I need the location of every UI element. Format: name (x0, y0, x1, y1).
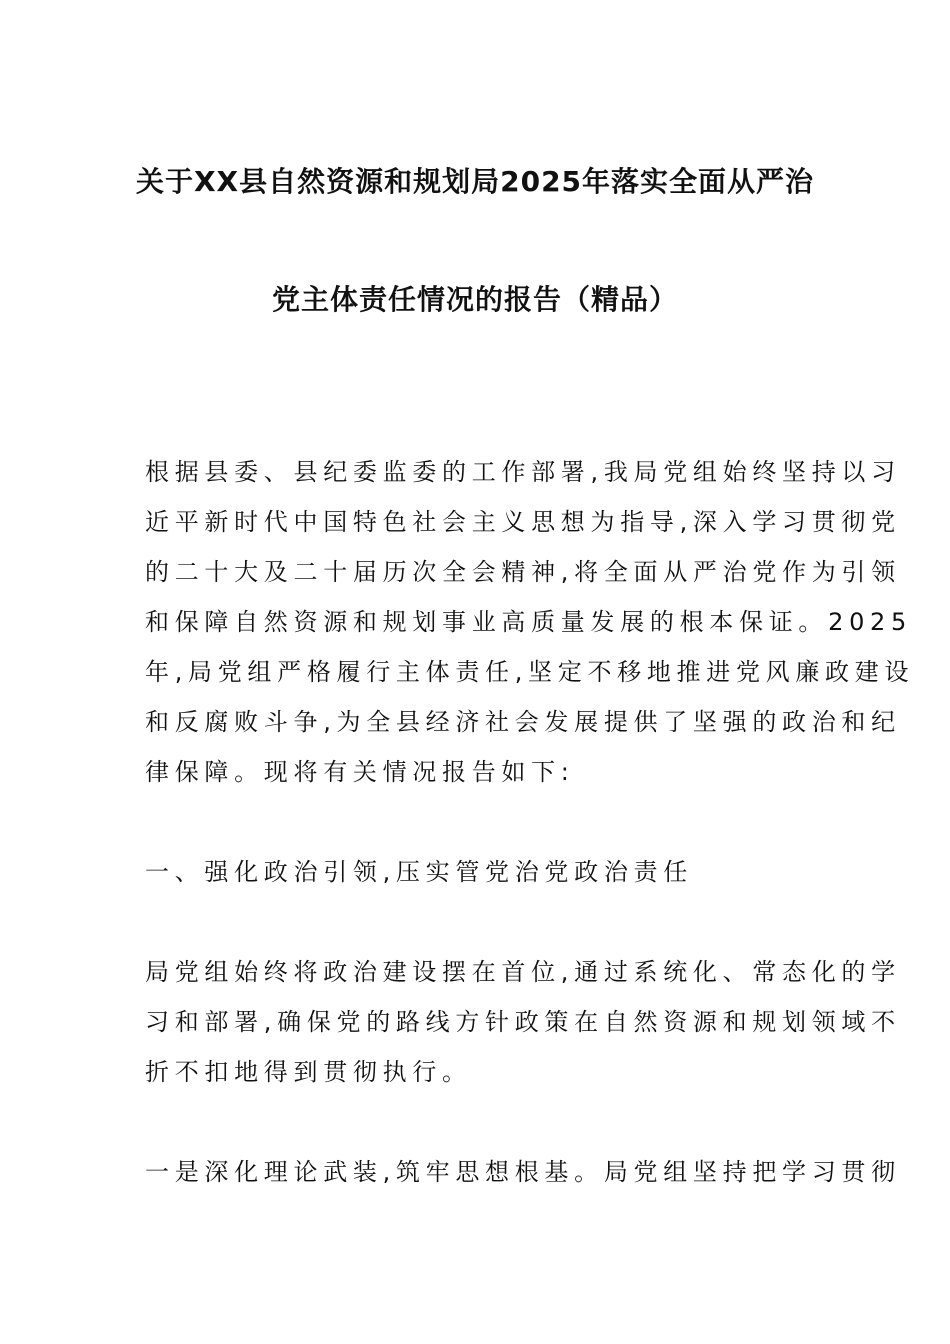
text-line: 局党组始终将政治建设摆在首位,通过系统化、常态化的学 (145, 958, 901, 986)
text-line: 根据县委、县纪委监委的工作部署,我局党组始终坚持以习 (145, 458, 901, 486)
section-heading: 一、强化政治引领,压实管党治党政治责任 (145, 858, 693, 886)
text-line: 近平新时代中国特色社会主义思想为指导,深入学习贯彻党 (145, 508, 901, 536)
point-paragraph: 一是深化理论武装,筑牢思想根基。局党组坚持把学习贯彻 (145, 1158, 901, 1186)
text-line: 习和部署,确保党的路线方针政策在自然资源和规划领域不 (145, 1008, 901, 1036)
document-title-line-1: 关于XX县自然资源和规划局2025年落实全面从严治 (135, 165, 815, 198)
text-line: 的二十大及二十届历次全会精神,将全面从严治党作为引领 (145, 558, 901, 586)
document-title-line-2: 党主体责任情况的报告（精品） (271, 283, 678, 316)
text-line: 律保障。现将有关情况报告如下: (145, 758, 575, 786)
text-line: 和反腐败斗争,为全县经济社会发展提供了坚强的政治和纪 (145, 708, 901, 736)
text-line: 和保障自然资源和规划事业高质量发展的根本保证。2025 (145, 608, 912, 636)
text-line: 折不扣地得到贯彻执行。 (145, 1058, 472, 1086)
text-line: 年,局党组严格履行主体责任,坚定不移地推进党风廉政建设 (145, 658, 915, 686)
